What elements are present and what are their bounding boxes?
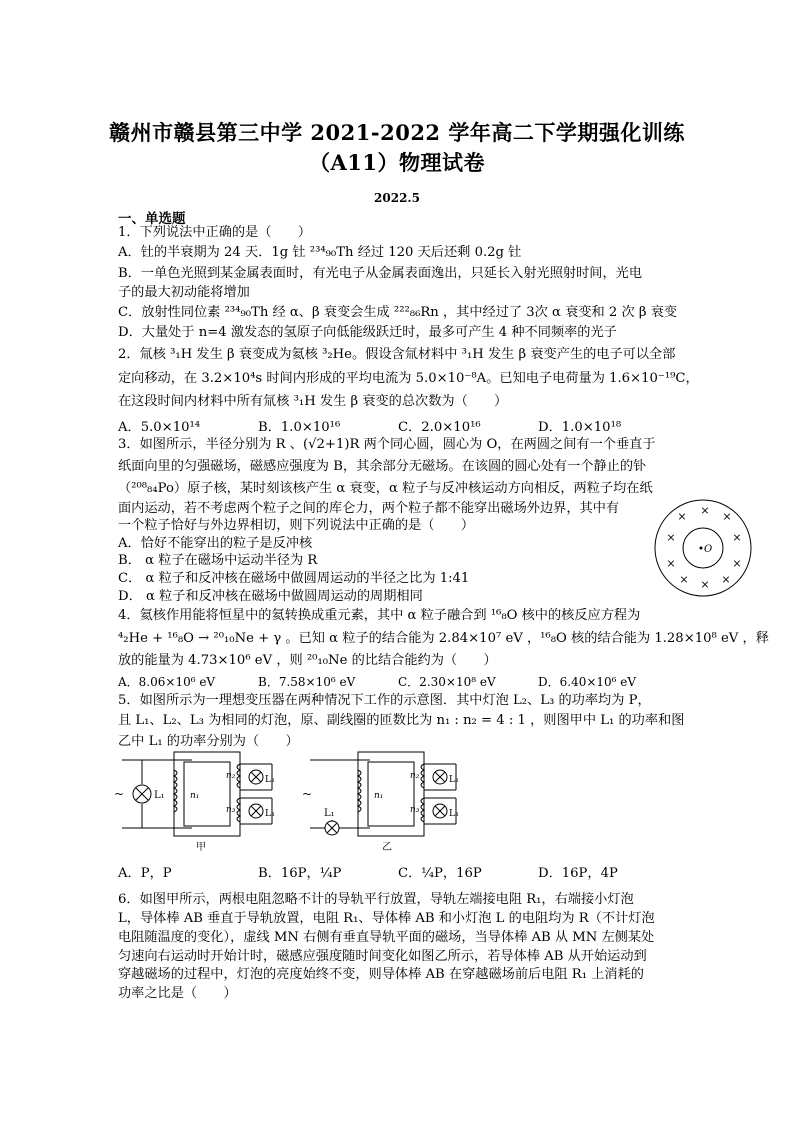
q5-option-b: B．16P，¼P [258,866,342,881]
title-line-2: （A11）物理试卷 [308,150,486,175]
q3-line3: （²⁰⁸₈₄Po）原子核，某时刻该核产生 α 衰变，α 粒子与反冲核运动方向相反，两粒子均在纸 [118,481,653,496]
q5-transformer-figure-a [112,748,282,852]
section-heading: 一、单选题 [118,211,186,227]
svg-text:×: × [721,573,731,586]
ac-source-symbol: ~ [302,787,313,801]
q3-option-a: A．恰好不能穿出的粒子是反冲核 [118,536,313,551]
q6-line5: 穿越磁场的过程中，灯泡的亮度始终不变，则导体棒 AB 在穿越磁场前后电阻 R₁ 上消耗的 [118,967,644,982]
svg-text:×: × [666,531,676,544]
ac-source-symbol: ~ [114,787,125,801]
q5-line2: 且 L₁、L₂、L₃ 为相同的灯泡，原、副线圈的匝数比为 n₁ : n₂ = 4 : 1 ，则图甲中 L₁ 的功率和图 [118,713,685,728]
q5-line1: 5．如图所示为一理想变压器在两种情况下工作的示意图．其中灯泡 L₂、L₃ 的功率均为 P， [118,693,651,708]
q3-option-b: B． α 粒子在磁场中运动半径为 R [118,553,318,568]
figure-a-caption: 甲 [196,842,206,852]
svg-text:×: × [732,531,742,544]
q1-option-d: D．大量处于 n=4 激发态的氢原子向低能级跃迁时，最多可产生 4 种不同频率的光子 [118,325,617,340]
coil-n1-label: n₁ [190,791,200,801]
title-line-1: 赣州市赣县第三中学 2021-2022 学年高二下学期强化训练 [109,120,685,145]
q3-concentric-circles-figure [652,497,754,599]
q2-option-c: C．2.0×10¹⁶ [398,420,481,435]
inner-circle [683,528,723,568]
q3-line1: 3．如图所示，半径分别为 R 、(√2+1)R 两个同心圆，圆心为 O，在两圆之间有一个垂直于 [118,437,656,452]
q4-option-b: B．7.58×10⁶ eV [258,675,356,689]
q1-option-b-line1: B．一单色光照到某金属表面时，有光电子从金属表面逸出，只延长入射光照射时间，光电 [118,266,642,281]
coil-n3-label: n₃ [226,805,236,815]
q6-line4: 匀速向右运动时开始计时，磁感应强度随时间变化如图乙所示，若导体棒 AB 从开始运动到 [118,949,647,964]
q4-line1: 4．氦核作用能将恒星中的氦转换成重元素，其中 α 粒子融合到 ¹⁶₈O 核中的核反应方程为 [118,608,641,623]
q4-line3: 放的能量为 4.73×10⁶ eV ，则 ²⁰₁₀Ne 的比结合能约为（ ） [118,653,497,668]
q5-option-a: A．P，P [118,866,172,881]
figure-b-caption: 乙 [382,842,392,852]
q5-option-c: C．¼P，16P [398,866,482,881]
q2-option-a: A．5.0×10¹⁴ [118,420,201,435]
q5-transformer-figure-b [298,748,468,852]
coil-n3-label: n₃ [410,805,420,815]
coil-n2-label: n₂ [410,771,420,781]
q1-option-b-line2: 子的最大初动能将增加 [118,285,250,300]
q2-option-d: D．1.0×10¹⁸ [538,420,622,435]
q6-line6: 功率之比是（ ） [118,986,237,1001]
svg-text:×: × [677,510,687,523]
q5-option-d: D．16P，4P [538,866,618,881]
lamp-l1-label: L₁ [154,790,165,801]
coil-n2-label: n₂ [226,771,236,781]
q4-line2: ⁴₂He + ¹⁶₈O → ²⁰₁₀Ne + γ 。已知 α 粒子的结合能为 2.84×10⁷ eV ，¹⁶₈O 核的结合能为 1.28×10⁸ eV ，释 [118,631,769,646]
lamp-l3-label: L₃ [265,809,275,819]
svg-text:×: × [732,557,742,570]
coil-n1-label: n₁ [374,791,384,801]
q2-line3: 在这段时间内材料中所有氚核 ³₁H 发生 β 衰变的总次数为（ ） [118,394,508,409]
q1-stem: 1．下列说法中正确的是（ ） [118,225,312,240]
exam-date: 2022.5 [374,191,420,205]
q3-line5: 一个粒子恰好与外边界相切，则下列说法中正确的是（ ） [118,518,475,533]
q4-option-c: C．2.30×10⁸ eV [398,675,496,689]
svg-text:×: × [666,557,676,570]
q2-line2: 定向移动，在 3.2×10⁴s 时间内形成的平均电流为 5.0×10⁻⁸A。已知电子电荷量为 1.6×10⁻¹⁹C， [118,371,699,386]
lamp-l2-label: L₂ [449,775,459,785]
svg-text:×: × [700,578,710,591]
q3-line4: 面内运动，若不考虑两个粒子之间的库仑力，两个粒子都不能穿出磁场外边界，其中有 [118,501,620,516]
q6-line1: 6．如图甲所示，两根电阻忽略不计的导轨平行放置，导轨左端接电阻 R₁，右端接小灯泡 [118,892,634,907]
lamp-l1-label: L₁ [324,808,335,819]
q1-option-c: C．放射性同位素 ²³⁴₉₀Th 经 α、β 衰变会生成 ²²²₈₆Rn ，其中经过了 3次 α 衰变和 2 次 β 衰变 [118,305,678,320]
q4-option-a: A．8.06×10⁶ eV [118,675,216,689]
q1-option-a: A．钍的半衰期为 24 天．1g 钍 ²³⁴₉₀Th 经过 120 天后还剩 0.2g 钍 [118,245,522,260]
q3-option-d: D． α 粒子和反冲核在磁场中做圆周运动的周期相同 [118,589,423,604]
svg-text:×: × [722,510,732,523]
q2-line1: 2．氚核 ³₁H 发生 β 衰变成为氦核 ³₂He。假设含氚材料中 ³₁H 发生 β 衰变产生的电子可以全部 [118,347,676,362]
q4-option-d: D．6.40×10⁶ eV [538,675,637,689]
svg-text:×: × [679,573,689,586]
svg-text:×: × [700,504,710,517]
q3-line2: 纸面向里的匀强磁场，磁感应强度为 B，其余部分无磁场。在该圆的圆心处有一个静止的钋 [118,459,647,474]
center-point [700,547,703,550]
q6-line2: L，导体棒 AB 垂直于导轨放置，电阻 R₁、导体棒 AB 和小灯泡 L 的电阻均为 R（不计灯泡 [118,911,655,926]
lamp-l3-label: L₃ [449,809,459,819]
center-label: O [704,544,713,555]
q3-option-c: C． α 粒子和反冲核在磁场中做圆周运动的半径之比为 1:41 [118,571,470,586]
q5-line3: 乙中 L₁ 的功率分别为（ ） [118,734,299,749]
q6-line3: 电阻随温度的变化），虚线 MN 右侧有垂直导轨平面的磁场，当导体棒 AB 从 MN 左侧某处 [118,930,655,945]
lamp-l2-label: L₂ [265,775,275,785]
q2-option-b: B．1.0×10¹⁶ [258,420,341,435]
